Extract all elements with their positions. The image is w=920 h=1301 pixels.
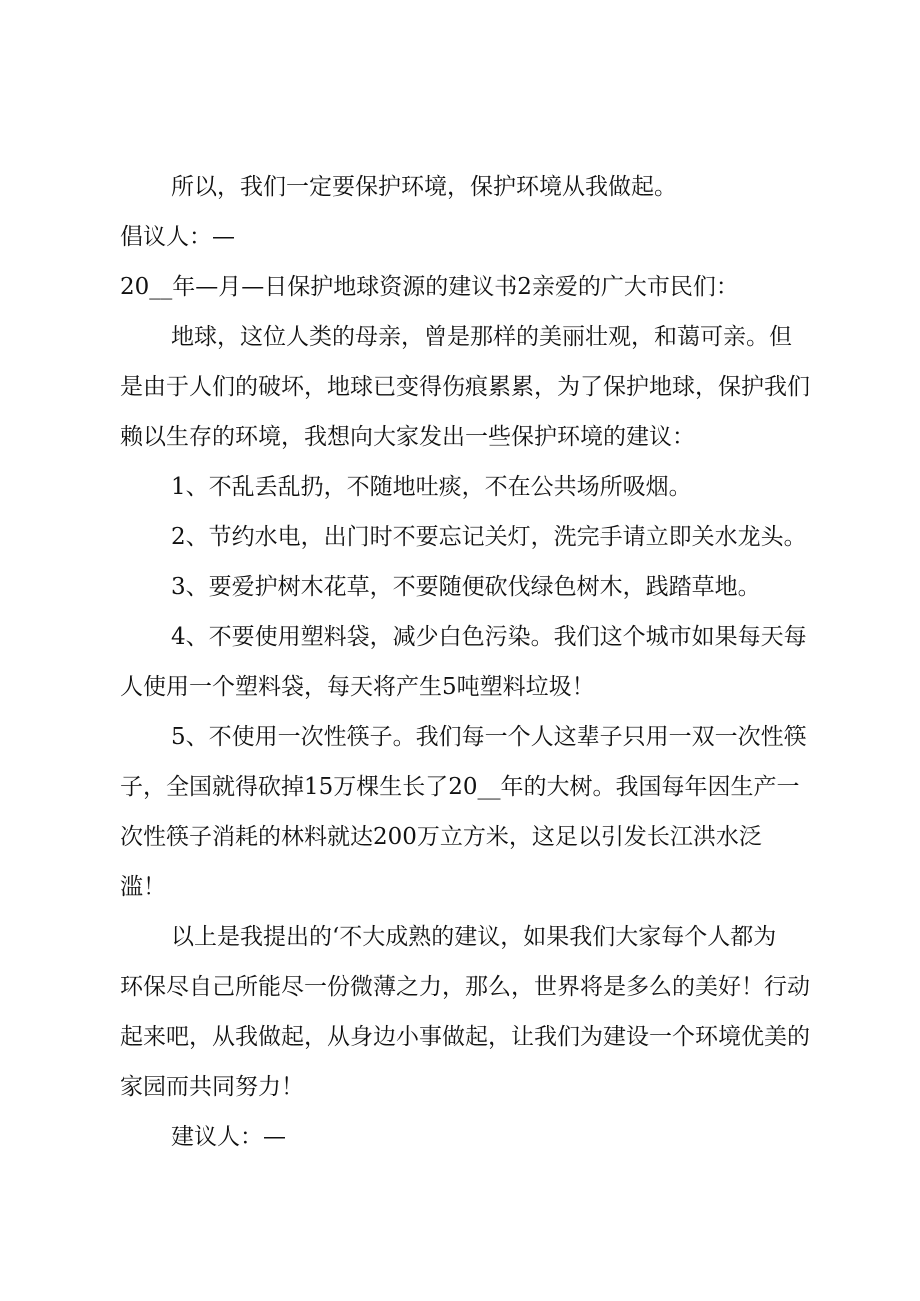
suggestion-item-continued: 子，全国就得砍掉15万棵生长了20__年的大树。我国每年因生产一	[120, 774, 800, 800]
suggestion-item: 3、要爱护树木花草，不要随便砍伐绿色树木，践踏草地。	[171, 574, 761, 600]
suggestion-item-continued: 人使用一个塑料袋，每天将产生5吨塑料垃圾！	[120, 674, 595, 700]
initiator-signature: 倡议人：—	[120, 224, 235, 250]
suggestion-item: 4、不要使用塑料袋，减少白色污染。我们这个城市如果每天每	[171, 624, 807, 650]
paragraph-line: 环保尽自己所能尽一份微薄之力，那么，世界将是多么的美好！行动	[120, 974, 810, 1000]
suggestion-item: 1、不乱丢乱扔，不随地吐痰，不在公共场所吸烟。	[171, 474, 692, 500]
suggestion-item-continued: 次性筷子消耗的林料就达200万立方米，这足以引发长江洪水泛	[120, 824, 762, 850]
paragraph-line: 以上是我提出的‘不大成熟的建议，如果我们大家每个人都为	[171, 924, 777, 950]
letter-heading: 20__年—月—日保护地球资源的建议书2亲爱的广大市民们：	[120, 274, 739, 300]
suggestion-item-continued: 滥！	[120, 874, 166, 900]
proposer-signature: 建议人：—	[171, 1124, 286, 1150]
paragraph-line: 家园而共同努力！	[120, 1074, 304, 1100]
paragraph-line: 是由于人们的破坏，地球已变得伤痕累累，为了保护地球，保护我们	[120, 374, 810, 400]
paragraph-line: 赖以生存的环境，我想向大家发出一些保护环境的建议：	[120, 424, 695, 450]
paragraph-line: 起来吧，从我做起，从身边小事做起，让我们为建设一个环境优美的	[120, 1024, 810, 1050]
paragraph-line: 所以，我们一定要保护环境，保护环境从我做起。	[171, 174, 677, 200]
suggestion-item: 2、节约水电，出门时不要忘记关灯，洗完手请立即关水龙头。	[171, 524, 807, 550]
paragraph-line: 地球，这位人类的母亲，曾是那样的美丽壮观，和蔼可亲。但	[171, 324, 792, 350]
suggestion-item: 5、不使用一次性筷子。我们每一个人这辈子只用一双一次性筷	[171, 724, 807, 750]
